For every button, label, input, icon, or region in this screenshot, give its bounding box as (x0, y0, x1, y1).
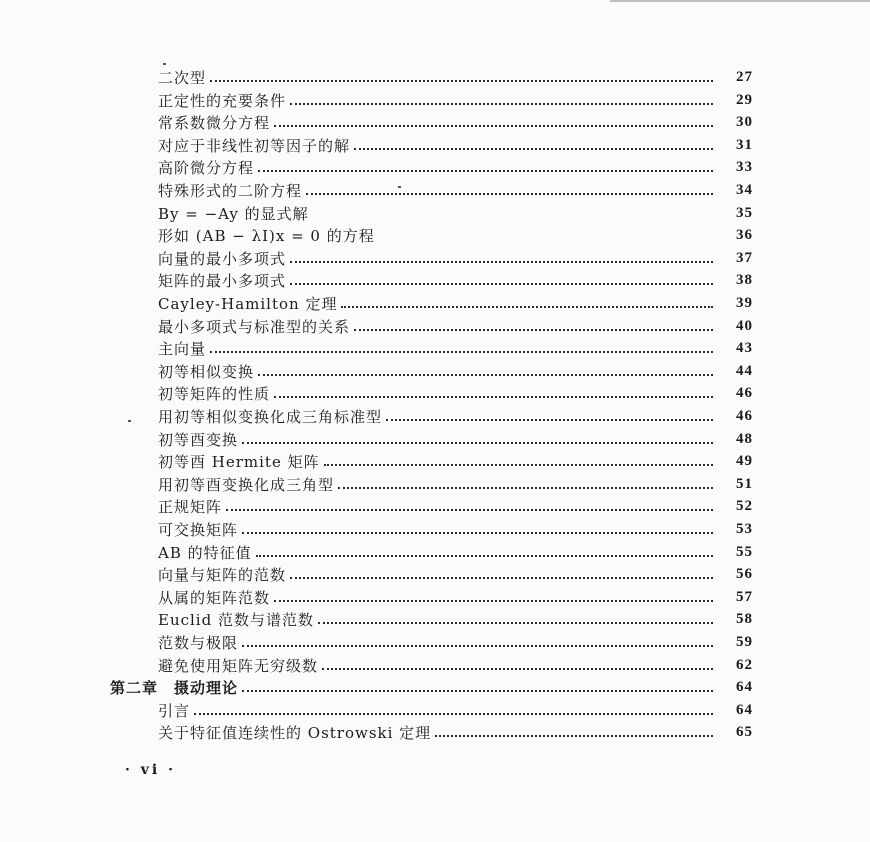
toc-entry-row[interactable] (158, 202, 753, 224)
toc-page-number: 46 (736, 384, 753, 401)
toc-chapter-row[interactable] (110, 676, 753, 698)
dot-leader (242, 645, 713, 647)
dot-leader (256, 555, 713, 557)
toc-entry-row[interactable] (158, 337, 753, 359)
dot-leader (290, 103, 713, 105)
toc-page-number: 27 (736, 68, 753, 85)
dot-leader (290, 577, 713, 579)
dot-leader (341, 306, 713, 308)
dot-leader (313, 216, 713, 218)
dot-leader (354, 329, 713, 331)
toc-page-number: 58 (736, 610, 753, 627)
dot-leader (379, 238, 713, 240)
dot-leader (274, 600, 713, 602)
toc-entry-row[interactable] (158, 654, 753, 676)
toc-page-number: 64 (736, 701, 753, 718)
dot-leader (242, 690, 713, 692)
toc-entry-title: 可交换矩阵 (158, 520, 239, 539)
toc-entry-title: 第二章 摄动理论 (110, 678, 239, 697)
toc-entry-title: 对应于非线性初等因子的解 (158, 136, 351, 155)
toc-page-number: 49 (736, 452, 753, 469)
toc-page-number: 44 (736, 362, 753, 379)
toc-entry-title: 初等相似变换 (158, 362, 255, 381)
toc-entry-row[interactable] (158, 89, 753, 111)
toc-entry-row[interactable] (158, 541, 753, 563)
dot-leader (435, 735, 713, 737)
toc-page-number: 65 (736, 723, 753, 740)
dot-leader (210, 351, 713, 353)
scan-speck (398, 186, 401, 188)
toc-entry-row[interactable] (158, 134, 753, 156)
toc-entry-row[interactable] (158, 495, 753, 517)
toc-page-number: 51 (736, 475, 753, 492)
toc-entry-title: 矩阵的最小多项式 (158, 271, 287, 290)
toc-page-number: 29 (736, 91, 753, 108)
dot-leader (306, 193, 713, 195)
scan-edge-line (610, 0, 870, 2)
toc-entry-row[interactable] (158, 156, 753, 178)
dot-leader (258, 170, 713, 172)
toc-page-number: 30 (736, 113, 753, 130)
toc-entry-row[interactable] (158, 563, 753, 585)
toc-page-number: 37 (736, 249, 753, 266)
toc-page-number: 64 (736, 678, 753, 695)
dot-leader (324, 464, 713, 466)
toc-entry-title: 避免使用矩阵无穷级数 (158, 656, 319, 675)
toc-entry-row[interactable] (158, 428, 753, 450)
toc-page-number: 39 (736, 294, 753, 311)
toc-page-number: 40 (736, 317, 753, 334)
toc-entry-row[interactable] (158, 224, 753, 246)
toc-entry-row[interactable] (158, 382, 753, 404)
toc-page-number: 43 (736, 339, 753, 356)
toc-page-number: 62 (736, 656, 753, 673)
dot-leader (290, 261, 713, 263)
toc-page-number: 48 (736, 430, 753, 447)
toc-entry-title: Euclid 范数与谱范数 (158, 610, 314, 629)
dot-leader (318, 622, 713, 624)
toc-entry-row[interactable] (158, 111, 753, 133)
toc-entry-title: 形如 (AB − λI)x = 0 的方程 (158, 226, 375, 245)
toc-entry-title: 主向量 (158, 339, 207, 358)
toc-page-number: 46 (736, 407, 753, 424)
toc-entry-row[interactable] (158, 450, 753, 472)
toc-entry-title: 范数与极限 (158, 633, 239, 652)
toc-entry-title: 二次型 (158, 68, 207, 87)
toc-entry-title: 特殊形式的二阶方程 (158, 181, 303, 200)
toc-entry-row[interactable] (158, 66, 753, 88)
toc-entry-row[interactable] (158, 247, 753, 269)
dot-leader (242, 442, 713, 444)
toc-page-number: 33 (736, 158, 753, 175)
toc-page-number: 31 (736, 136, 753, 153)
toc-entry-row[interactable] (158, 699, 753, 721)
toc-entry-title: 向量与矩阵的范数 (158, 565, 287, 584)
toc-entry-title: Cayley-Hamilton 定理 (158, 294, 338, 313)
toc-entry-row[interactable] (158, 586, 753, 608)
toc-entry-row[interactable] (158, 269, 753, 291)
toc-entry-row[interactable] (158, 292, 753, 314)
dot-leader (194, 713, 713, 715)
dot-leader (322, 668, 713, 670)
dot-leader (354, 148, 713, 150)
toc-page-number: 59 (736, 633, 753, 650)
toc-entry-title: 从属的矩阵范数 (158, 588, 271, 607)
dot-leader (242, 532, 713, 534)
toc-entry-title: 引言 (158, 701, 191, 720)
toc-entry-row[interactable] (158, 315, 753, 337)
dot-leader (274, 125, 713, 127)
toc-page-number: 56 (736, 565, 753, 582)
toc-entry-title: By = −Ay 的显式解 (158, 204, 309, 223)
dot-leader (386, 419, 713, 421)
toc-entry-title: 高阶微分方程 (158, 158, 255, 177)
dot-leader (338, 487, 713, 489)
toc-entry-row[interactable] (158, 631, 753, 653)
dot-leader (226, 509, 713, 511)
toc-page-number: 55 (736, 543, 753, 560)
scan-speck (163, 63, 166, 65)
toc-page-number: 36 (736, 226, 753, 243)
toc-entry-title: 初等酉变换 (158, 430, 239, 449)
scan-speck (128, 420, 131, 422)
toc-entry-row[interactable] (158, 473, 753, 495)
toc-entry-title: AB 的特征值 (158, 543, 252, 562)
toc-entry-title: 初等酉 Hermite 矩阵 (158, 452, 320, 471)
toc-entry-title: 正规矩阵 (158, 497, 223, 516)
page-number-footer: · vi · (125, 762, 176, 778)
toc-entry-title: 正定性的充要条件 (158, 91, 287, 110)
toc-page-number: 34 (736, 181, 753, 198)
toc-entry-title: 最小多项式与标准型的关系 (158, 317, 351, 336)
toc-entry-row[interactable] (158, 360, 753, 382)
toc-page-number: 52 (736, 497, 753, 514)
toc-entry-title: 向量的最小多项式 (158, 249, 287, 268)
toc-entry-title: 初等矩阵的性质 (158, 384, 271, 403)
toc-page-number: 35 (736, 204, 753, 221)
toc-page-number: 57 (736, 588, 753, 605)
dot-leader (258, 374, 713, 376)
dot-leader (274, 396, 713, 398)
toc-entry-title: 关于特征值连续性的 Ostrowski 定理 (158, 723, 432, 742)
toc-entry-title: 用初等酉变换化成三角型 (158, 475, 335, 494)
dot-leader (210, 80, 713, 82)
toc-entry-row[interactable] (158, 518, 753, 540)
toc-entry-row[interactable] (158, 179, 753, 201)
toc-entry-row[interactable] (158, 721, 753, 743)
toc-page-number: 53 (736, 520, 753, 537)
toc-entry-title: 用初等相似变换化成三角标准型 (158, 407, 383, 426)
toc-entry-row[interactable] (158, 608, 753, 630)
toc-entry-row[interactable] (158, 405, 753, 427)
toc-entry-title: 常系数微分方程 (158, 113, 271, 132)
toc-page-number: 38 (736, 271, 753, 288)
dot-leader (290, 283, 713, 285)
